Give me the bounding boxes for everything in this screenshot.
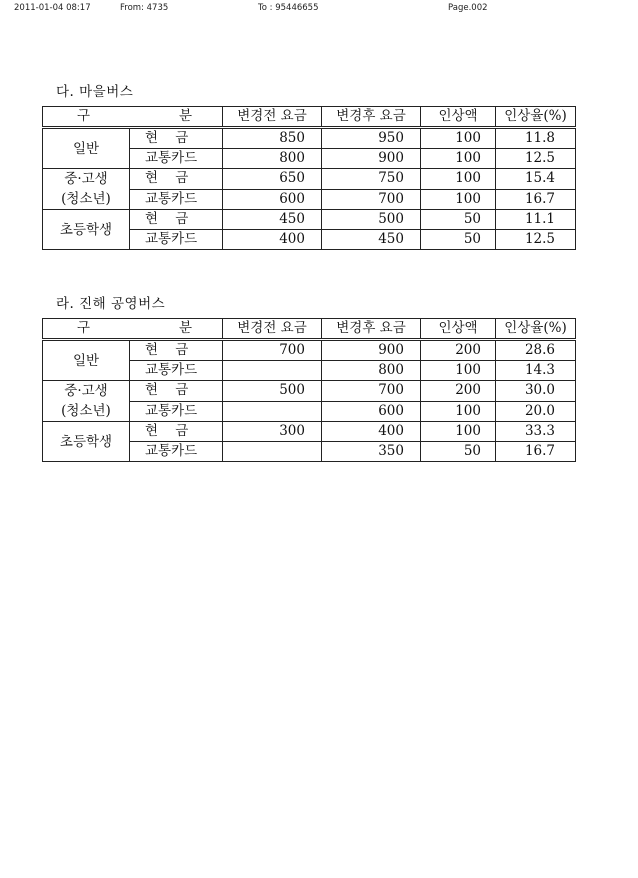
fare-after-cell: 500 [322,210,421,230]
category-label: 중·고생 [64,383,108,399]
category-label: 중·고생 [64,171,108,187]
category-cell [43,340,130,381]
fare-after-cell: 750 [322,169,421,190]
header-after: 변경후 요금 [322,107,421,128]
category-label: (청소년) [61,191,111,207]
fare-before-cell [223,361,322,381]
fare-before-cell: 450 [223,210,322,230]
fare-before-cell: 600 [223,189,322,210]
increase-rate-cell: 16.7 [496,442,576,462]
fare-before-cell: 500 [223,381,322,402]
fare-type-cell: 현 금 [130,340,223,361]
fare-before-cell: 650 [223,169,322,190]
fare-before-cell [223,401,322,422]
increase-cell: 200 [421,381,496,402]
header-category-left: 구 [77,320,91,336]
table-row [43,381,576,402]
table-row [43,422,576,442]
fax-datetime: 2011-01-04 08:17 [14,3,91,13]
category-cell [43,381,130,422]
fare-after-cell: 950 [322,128,421,149]
fare-after-cell: 700 [322,189,421,210]
increase-cell: 100 [421,169,496,190]
increase-cell: 50 [421,210,496,230]
header-rate: 인상율(%) [496,107,576,128]
fare-before-cell: 850 [223,128,322,149]
section-title-jinhae-public-bus: 라. 진해 공영버스 [56,296,166,312]
increase-rate-cell: 15.4 [496,169,576,190]
fare-after-cell: 900 [322,340,421,361]
increase-rate-cell: 11.8 [496,128,576,149]
fare-type-cell: 현 금 [130,169,223,190]
fare-type-cell: 현 금 [130,128,223,149]
fare-before-cell: 700 [223,340,322,361]
fare-type-cell: 현 금 [130,381,223,402]
category-cell [43,210,130,250]
header-increase: 인상액 [421,107,496,128]
fax-page: Page.002 [448,3,488,13]
fare-after-cell: 400 [322,422,421,442]
header-category-right: 분 [178,108,192,124]
fax-header [0,3,638,15]
header-increase: 인상액 [421,319,496,340]
fare-after-cell: 350 [322,442,421,462]
fare-after-cell: 700 [322,381,421,402]
increase-rate-cell: 20.0 [496,401,576,422]
category-label: 초등학생 [59,221,113,238]
header-category-left: 구 [77,108,91,124]
fare-type-cell: 현 금 [130,422,223,442]
increase-rate-cell: 28.6 [496,340,576,361]
fare-after-cell: 600 [322,401,421,422]
fare-type-cell: 현 금 [130,210,223,230]
header-category-right: 분 [178,320,192,336]
increase-cell: 100 [421,361,496,381]
fare-after-cell: 800 [322,361,421,381]
header-after: 변경후 요금 [322,319,421,340]
table-body [43,128,576,250]
increase-rate-cell: 30.0 [496,381,576,402]
fare-after-cell: 450 [322,230,421,250]
category-cell [43,169,130,210]
category-label: 일반 [72,140,100,157]
increase-cell: 50 [421,442,496,462]
table-header-row [43,319,576,340]
fare-table-village-bus [42,106,576,250]
increase-cell: 100 [421,149,496,169]
table-row [43,340,576,361]
increase-rate-cell: 33.3 [496,422,576,442]
table-row [43,169,576,190]
fax-from: From: 4735 [120,3,169,13]
fare-before-cell [223,442,322,462]
increase-rate-cell: 12.5 [496,230,576,250]
increase-cell: 200 [421,340,496,361]
fare-type-cell: 교통카드 [130,442,223,462]
category-cell [43,128,130,169]
category-label: 초등학생 [59,433,113,450]
category-label: 일반 [72,352,100,369]
increase-cell: 100 [421,401,496,422]
increase-rate-cell: 12.5 [496,149,576,169]
increase-rate-cell: 11.1 [496,210,576,230]
header-category [43,319,223,340]
increase-cell: 100 [421,422,496,442]
fare-type-cell: 교통카드 [130,189,223,210]
category-cell [43,422,130,462]
header-category [43,107,223,128]
header-before: 변경전 요금 [223,319,322,340]
table-row [43,210,576,230]
fare-before-cell: 800 [223,149,322,169]
fare-type-cell: 교통카드 [130,401,223,422]
increase-cell: 50 [421,230,496,250]
fare-type-cell: 교통카드 [130,361,223,381]
header-rate: 인상율(%) [496,319,576,340]
increase-rate-cell: 14.3 [496,361,576,381]
category-label: (청소년) [61,403,111,419]
table-body [43,340,576,462]
fare-after-cell: 900 [322,149,421,169]
fax-to: To : 95446655 [258,3,319,13]
table-header-row [43,107,576,128]
table-row [43,128,576,149]
fare-type-cell: 교통카드 [130,230,223,250]
fare-type-cell: 교통카드 [130,149,223,169]
section-title-village-bus: 다. 마을버스 [56,84,134,100]
increase-cell: 100 [421,128,496,149]
fare-table-jinhae-public-bus [42,318,576,462]
increase-rate-cell: 16.7 [496,189,576,210]
increase-cell: 100 [421,189,496,210]
fare-before-cell: 400 [223,230,322,250]
fare-before-cell: 300 [223,422,322,442]
header-before: 변경전 요금 [223,107,322,128]
